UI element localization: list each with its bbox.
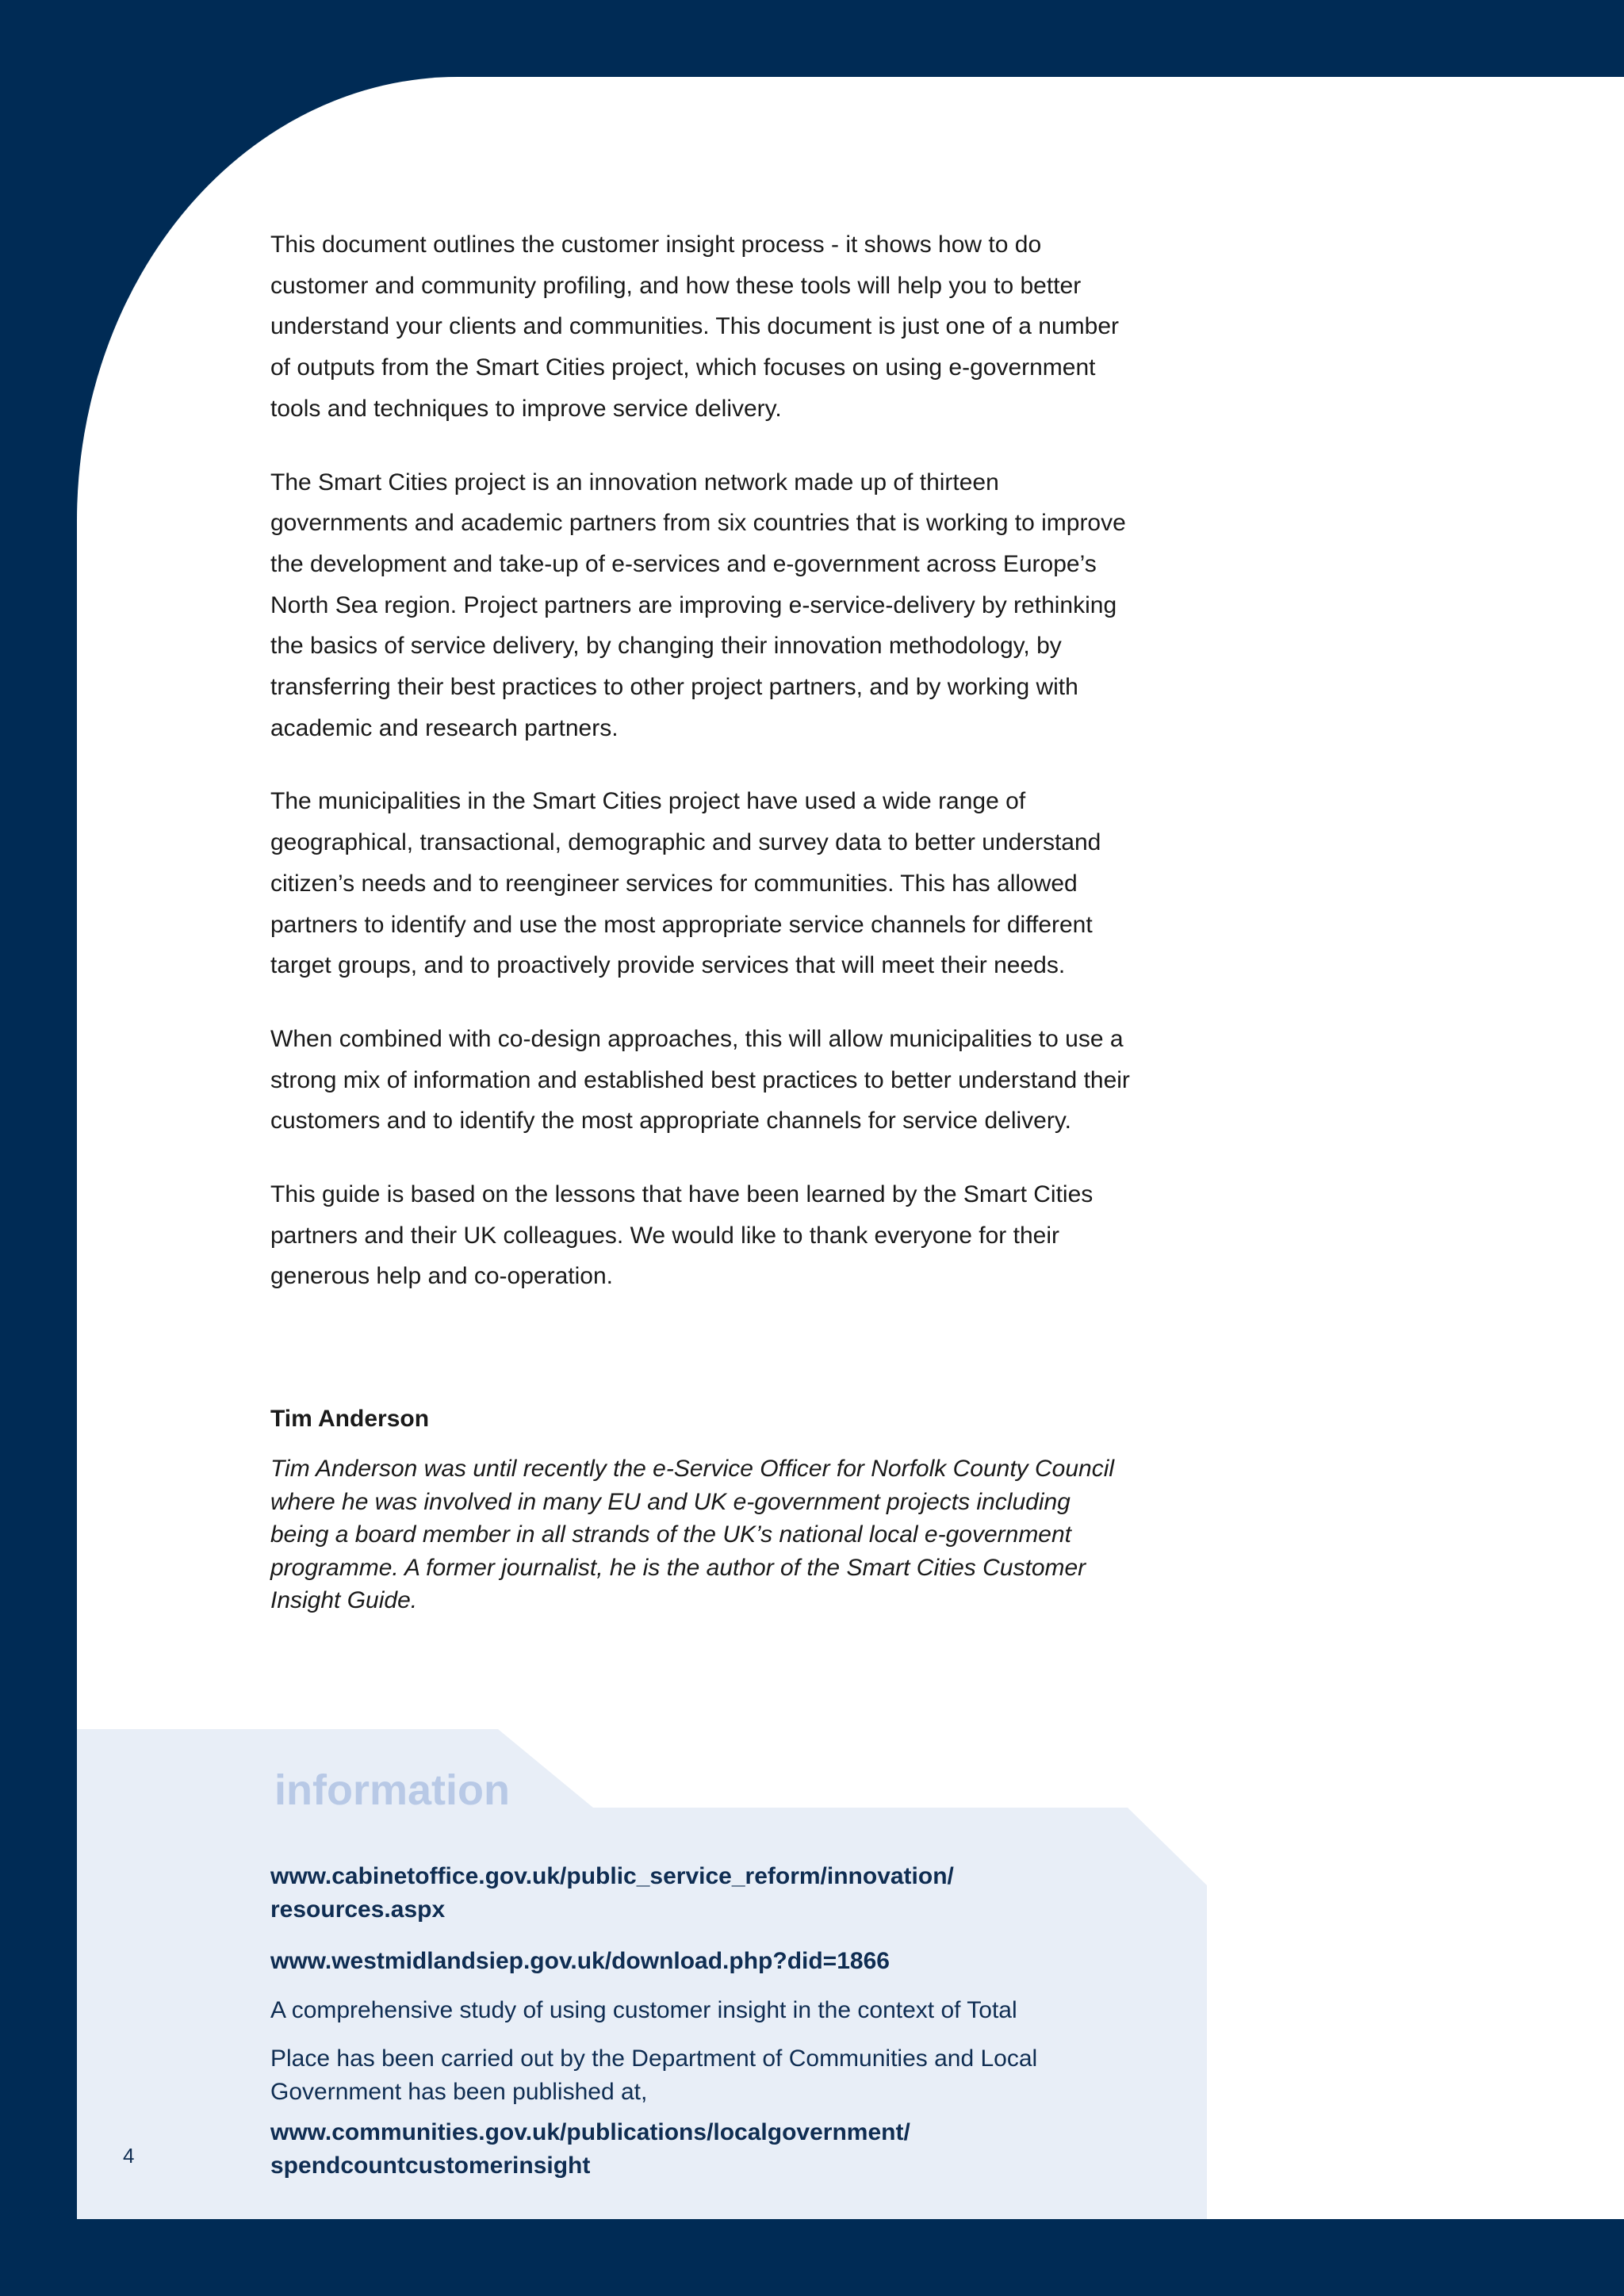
study-text-line-2: Place has been carried out by the Department of Communities and Local Government has been published at,	[270, 2045, 1038, 2105]
intro-paragraph-5: This guide is based on the lessons that have been learned by the Smart Cities partners and their UK colleagues. We would like to thank everyone for their generous help and co-operation.	[270, 1181, 1094, 1290]
study-text-line-1: A comprehensive study of using customer insight in the context of Total	[270, 1997, 1017, 2023]
author-name: Tim Anderson	[270, 1406, 430, 1432]
cabinet-office-link[interactable]: www.cabinetoffice.gov.uk/public_service_reform/innovation/ resources.aspx	[270, 1863, 954, 1923]
author-bio: Tim Anderson was until recently the e-Service Officer for Norfolk County Council where he was involved in many EU and UK e-government projects including being a board member in all strands of the UK’s national local e-government programme. A former journalist, he is the author of the Smart Cities Customer Insight Guide.	[270, 1456, 1115, 1613]
page-number: 4	[123, 2144, 135, 2168]
intro-paragraph-2: The Smart Cities project is an innovation network made up of thirteen governments and academic partners from six countries that is working to improve the development and take-up of e-services and e-government across Europe’s North Sea region. Project partners are improving e-service-delivery by rethinking the basics of service delivery, by changing their innovation methodology, by transferring their best practices to other project partners, and by working with academic and research partners.	[270, 469, 1126, 741]
intro-paragraph-4: When combined with co-design approaches, this will allow municipalities to use a strong mix of information and established best practices to better understand their customers and to identify the most appropriate channels for service delivery.	[270, 1025, 1130, 1135]
communities-link[interactable]: www.communities.gov.uk/publications/localgovernment/ spendcountcustomerinsight	[270, 2119, 910, 2179]
information-heading: information	[274, 1766, 510, 1814]
intro-paragraph-3: The municipalities in the Smart Cities project have used a wide range of geographical, transactional, demographic and survey data to better understand citizen’s needs and to reengineer services for communities. This has allowed partners to identify and use the most appropriate service channels for different target groups, and to proactively provide services that will meet their needs.	[270, 788, 1101, 979]
intro-paragraph-1: This document outlines the customer insight process - it shows how to do customer and community profiling, and how these tools will help you to better understand your clients and communities. This document is just one of a number of outputs from the Smart Cities project, which focuses on using e-government tools and techniques to improve service delivery.	[270, 232, 1120, 422]
west-midlands-link[interactable]: www.westmidlandsiep.gov.uk/download.php?did=1866	[270, 1948, 890, 1974]
body-text	[270, 224, 1135, 1330]
